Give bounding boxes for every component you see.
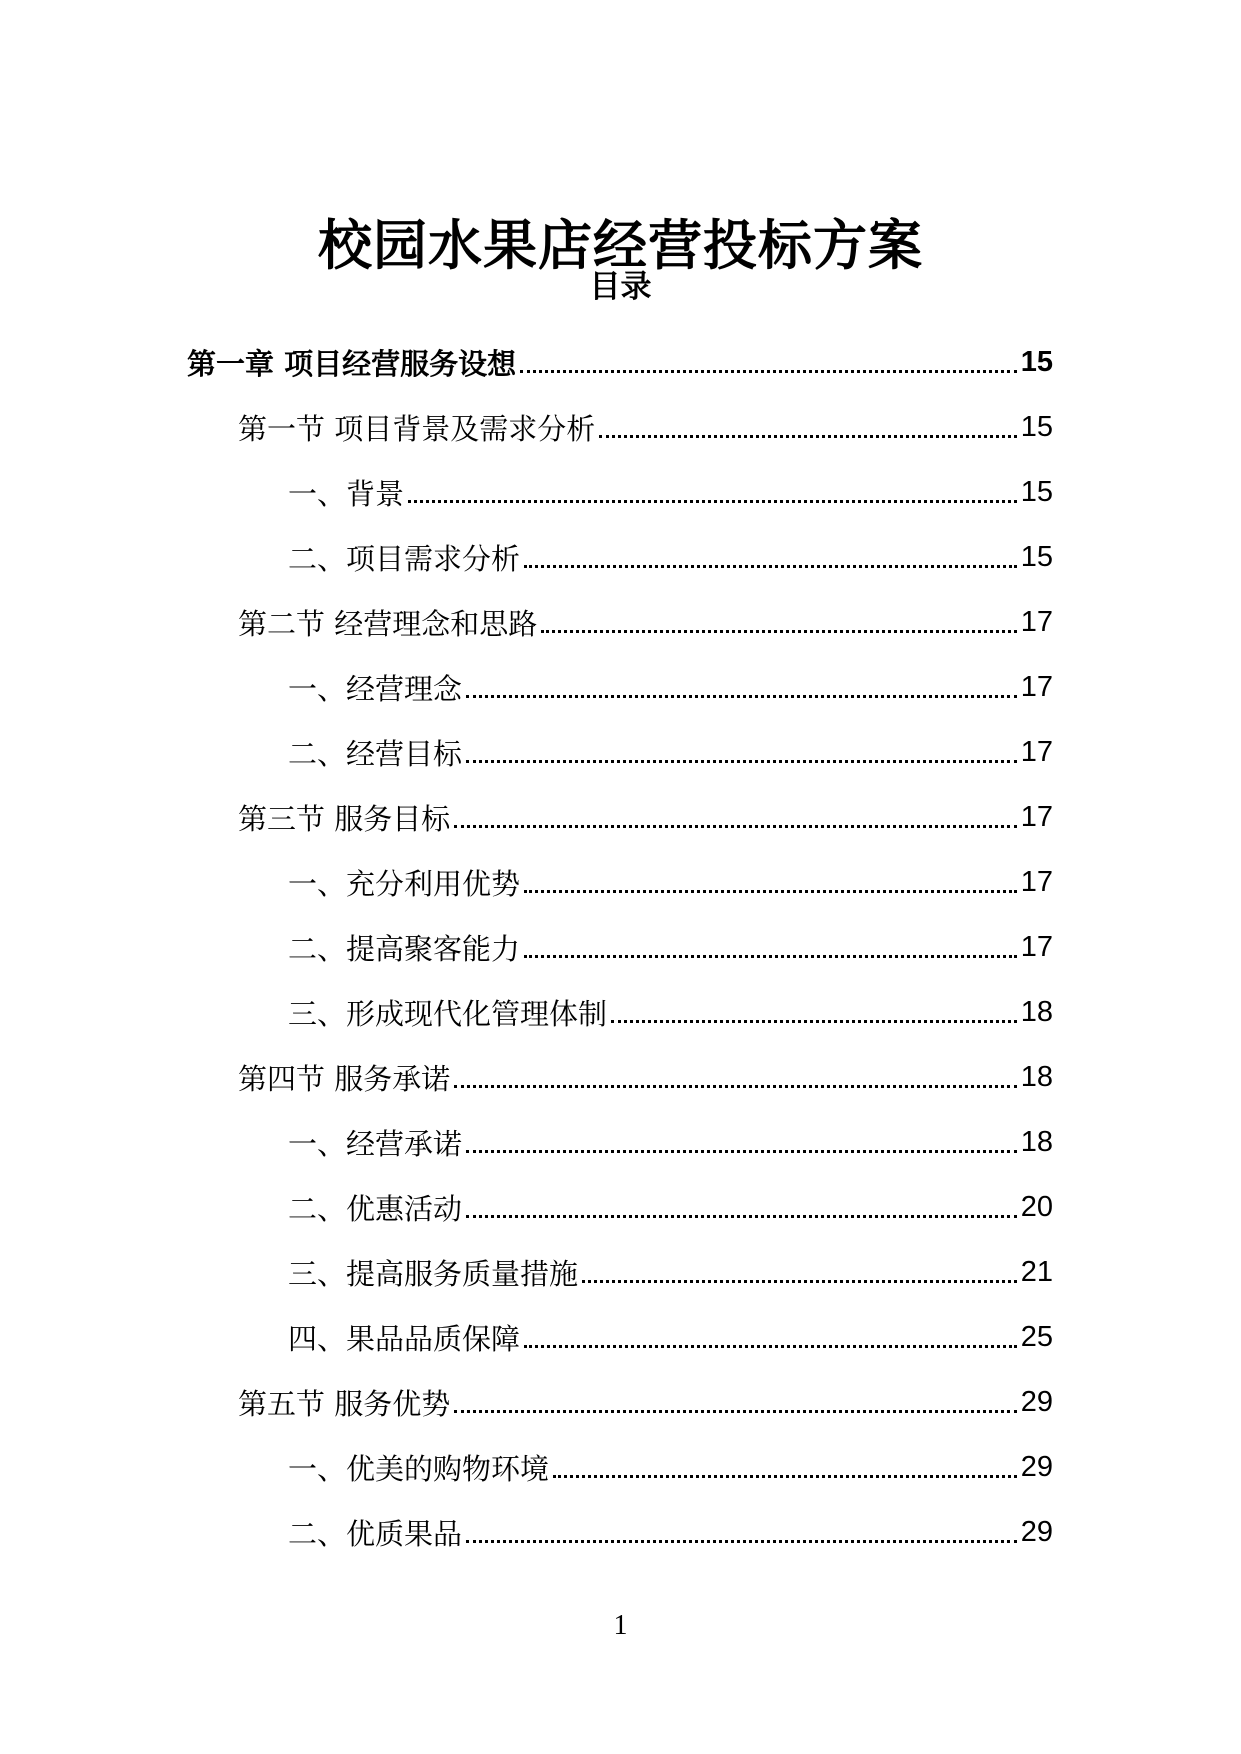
toc-entry-page: 17 xyxy=(1020,801,1053,833)
toc-entry-page: 29 xyxy=(1020,1451,1053,1483)
toc-entry-title: 二、提高聚客能力 xyxy=(288,932,521,966)
toc-dot-leader xyxy=(553,1475,1017,1478)
toc-entry-title: 三、形成现代化管理体制 xyxy=(288,997,608,1031)
toc-entry-title: 二、经营目标 xyxy=(288,737,463,771)
toc-dot-leader xyxy=(520,370,1017,373)
toc-entry[interactable] xyxy=(0,395,1241,460)
toc-entry-page: 15 xyxy=(1020,411,1053,443)
table-of-contents xyxy=(0,330,1241,1565)
toc-dot-leader xyxy=(541,630,1017,633)
toc-entry[interactable] xyxy=(0,1435,1241,1500)
toc-entry[interactable] xyxy=(0,1370,1241,1435)
toc-entry-page: 17 xyxy=(1020,931,1053,963)
toc-entry[interactable] xyxy=(0,330,1241,395)
toc-entry[interactable] xyxy=(0,1305,1241,1370)
toc-entry[interactable] xyxy=(0,1045,1241,1110)
toc-entry-page: 21 xyxy=(1020,1256,1053,1288)
toc-entry[interactable] xyxy=(0,850,1241,915)
toc-entry[interactable] xyxy=(0,460,1241,525)
toc-entry-title: 第二节 经营理念和思路 xyxy=(238,607,538,641)
toc-dot-leader xyxy=(582,1280,1017,1283)
toc-entry-page: 15 xyxy=(1020,476,1053,508)
toc-dot-leader xyxy=(524,955,1017,958)
toc-entry[interactable] xyxy=(0,590,1241,655)
toc-entry-title: 二、项目需求分析 xyxy=(288,542,521,576)
page-number: 1 xyxy=(613,1610,628,1641)
toc-dot-leader xyxy=(466,1150,1017,1153)
toc-entry[interactable] xyxy=(0,915,1241,980)
toc-entry-title: 四、果品品质保障 xyxy=(288,1322,521,1356)
toc-dot-leader xyxy=(466,760,1017,763)
toc-entry-title: 一、背景 xyxy=(288,477,405,511)
toc-entry-page: 17 xyxy=(1020,736,1053,768)
toc-entry-page: 17 xyxy=(1020,606,1053,638)
toc-entry[interactable] xyxy=(0,1240,1241,1305)
toc-entry-title: 一、经营理念 xyxy=(288,672,463,706)
toc-entry-page: 17 xyxy=(1020,671,1053,703)
toc-dot-leader xyxy=(611,1020,1017,1023)
toc-dot-leader xyxy=(408,500,1017,503)
toc-dot-leader xyxy=(599,435,1017,438)
toc-entry-page: 18 xyxy=(1020,996,1053,1028)
toc-entry[interactable] xyxy=(0,980,1241,1045)
toc-entry-title: 第一章 项目经营服务设想 xyxy=(187,347,517,381)
toc-entry[interactable] xyxy=(0,655,1241,720)
toc-dot-leader xyxy=(524,1345,1017,1348)
toc-entry-title: 第一节 项目背景及需求分析 xyxy=(238,412,596,446)
toc-heading: 目录 xyxy=(589,269,652,305)
toc-entry[interactable] xyxy=(0,720,1241,785)
toc-entry-title: 三、提高服务质量措施 xyxy=(288,1257,579,1291)
toc-entry-title: 第四节 服务承诺 xyxy=(238,1062,451,1096)
toc-entry-page: 29 xyxy=(1020,1516,1053,1548)
toc-entry[interactable] xyxy=(0,1110,1241,1175)
toc-entry[interactable] xyxy=(0,1500,1241,1565)
toc-entry-title: 第三节 服务目标 xyxy=(238,802,451,836)
toc-entry-title: 一、优美的购物环境 xyxy=(288,1452,550,1486)
toc-dot-leader xyxy=(466,1540,1017,1543)
toc-dot-leader xyxy=(454,825,1017,828)
toc-entry-title: 一、充分利用优势 xyxy=(288,867,521,901)
toc-dot-leader xyxy=(454,1085,1017,1088)
toc-entry-title: 二、优质果品 xyxy=(288,1517,463,1551)
toc-dot-leader xyxy=(524,565,1017,568)
toc-entry-page: 18 xyxy=(1020,1126,1053,1158)
toc-dot-leader xyxy=(454,1410,1017,1413)
toc-entry[interactable] xyxy=(0,525,1241,590)
toc-entry-page: 17 xyxy=(1020,866,1053,898)
toc-entry-page: 25 xyxy=(1020,1321,1053,1353)
toc-entry-page: 20 xyxy=(1020,1191,1053,1223)
toc-entry-title: 一、经营承诺 xyxy=(288,1127,463,1161)
toc-dot-leader xyxy=(466,1215,1017,1218)
toc-entry-page: 18 xyxy=(1020,1061,1053,1093)
toc-entry-page: 15 xyxy=(1020,541,1053,573)
toc-entry-title: 第五节 服务优势 xyxy=(238,1387,451,1421)
toc-entry[interactable] xyxy=(0,1175,1241,1240)
toc-entry-page: 15 xyxy=(1020,346,1053,378)
toc-entry-page: 29 xyxy=(1020,1386,1053,1418)
toc-dot-leader xyxy=(524,890,1017,893)
toc-entry[interactable] xyxy=(0,785,1241,850)
toc-dot-leader xyxy=(466,695,1017,698)
document-title: 校园水果店经营投标方案 xyxy=(318,214,923,278)
toc-entry-title: 二、优惠活动 xyxy=(288,1192,463,1226)
